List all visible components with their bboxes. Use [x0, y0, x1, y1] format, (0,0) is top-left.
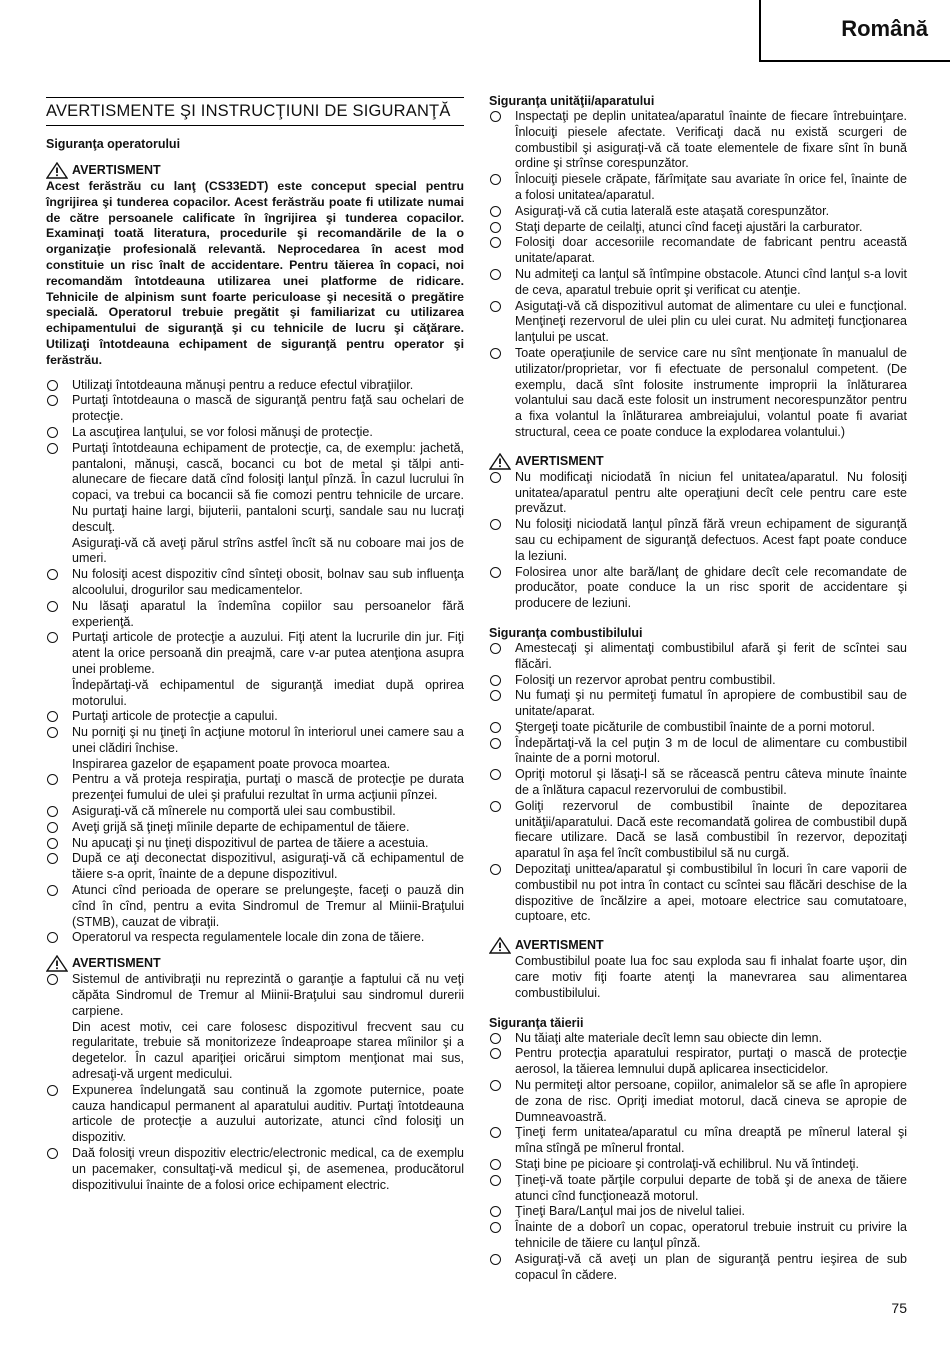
circle-bullet-icon	[47, 974, 58, 985]
list-item	[489, 1252, 907, 1284]
list-item-text: Folosiţi doar accesoriile recomandate de fabricant pentru această unitate/aparat.	[515, 235, 907, 266]
operator-safety-section	[46, 137, 464, 946]
unit-safety-list	[489, 109, 907, 441]
circle-bullet-icon	[47, 806, 58, 817]
list-item-text: Nu apucaţi şi nu ţineţi dispozitivul de partea de tăiere a acestuia.	[72, 835, 429, 850]
circle-bullet-icon	[490, 206, 501, 217]
list-item-text: Înlocuiţi piesele crăpate, fărîmiţate sau avariate în orice fel, înainte de a folosi unitatea/aparatul.	[515, 172, 907, 202]
list-item-text: Folosirea unor alte bară/lanţ de ghidare decît cele recomandate de producător, poate conduce la un risc sporit de accidentare şi producere de leziuni.	[515, 564, 907, 611]
list-item-text: Inspectaţi pe deplin unitatea/aparatul înainte de fiecare întrebuinţare. Înlocuiţi piesele afectate. Verificaţi dacă nu există scurgeri de combustibil şi asiguraţi-vă că toate elementele de fixare sînt în bună ordine şi strînse corespunzător.	[515, 109, 907, 171]
circle-bullet-icon	[47, 632, 58, 643]
circle-bullet-icon	[490, 472, 501, 483]
circle-bullet-icon	[490, 269, 501, 280]
operator-safety-heading: Siguranţa operatorului	[46, 137, 181, 151]
list-item	[489, 736, 907, 768]
list-item-text: Operatorul va respecta regulamentele locale din zona de tăiere.	[72, 930, 425, 945]
list-item	[46, 425, 464, 441]
warning-2	[46, 955, 464, 972]
list-item	[489, 799, 907, 862]
cutting-safety-heading: Siguranţa tăierii	[489, 1015, 584, 1030]
list-item	[489, 720, 907, 736]
list-item-text: Purtaţi întotdeauna echipament de protecţie, ca, de exemplu: jachetă, pantaloni, mănuşi, cască, bocanci cu bot de metal şi tălpi anti-alunecare de fiecare dată cînd folosiţi lanţul pînză. În cazul lucrului în copaci, va trebui ca bocancii să fie comozi pentru tehnicile de urcare. Nu purtaţi haine largi, bijuterii, pantaloni scurţi, sandale sau nu lucraţi desculţ.	[72, 440, 464, 534]
circle-bullet-icon	[47, 853, 58, 864]
circle-bullet-icon	[47, 727, 58, 738]
list-item-text: Goliţi rezervorul de combustibil înainte de depozitarea unităţii/aparatului. Dacă este recomandată golirea de combustibil după fiecare utilizare. Dacă se lasă combustibil în rezervor, depozitaţi aparatul în aşa fel încît combustibilul să nu curgă.	[515, 798, 907, 861]
right-column	[489, 94, 907, 1283]
list-item-text: Amestecaţi şi alimentaţi combustibilul afară şi ferit de scîntei sau flăcări.	[515, 640, 907, 671]
list-item-text: Nu modificaţi niciodată în niciun fel unitatea/aparatul. Nu folosiţi unitatea/aparatul pentru alte operaţiuni decît cele pentru care este prevăzut.	[515, 469, 907, 516]
page-title: AVERTISMENTE ŞI INSTRUCŢIUNI DE SIGURANŢĂ	[46, 97, 464, 126]
list-item-text: Purtaţi articole de protecţie a capului.	[72, 709, 278, 724]
circle-bullet-icon	[490, 769, 501, 780]
warning-1-label: AVERTISMENT	[72, 163, 161, 177]
language-tab	[759, 0, 950, 62]
list-item	[489, 235, 907, 267]
warning-4-label: AVERTISMENT	[515, 938, 604, 953]
unit-safety-section	[489, 94, 907, 441]
list-item	[489, 641, 907, 673]
left-column	[46, 94, 464, 1193]
warning-1	[46, 162, 464, 179]
circle-bullet-icon	[47, 932, 58, 943]
unit-safety-heading: Siguranţa unităţii/aparatului	[489, 94, 655, 108]
list-item-text: Nu fumaţi şi nu permiteţi fumatul în apropiere de combustibil sau de unitate/aparat.	[515, 688, 907, 719]
circle-bullet-icon	[490, 1080, 501, 1091]
warning-3-list	[489, 470, 907, 612]
list-item	[489, 220, 907, 236]
list-item-text: Ţineţi-vă toate părţile corpului departe de tobă şi de anexa de tăiere atunci cînd funcţionează motorul.	[515, 1172, 907, 1203]
list-item-text: Depozitaţi unittea/aparatul şi combustibilul în locuri în care vaporii de combustibil nu pot intra în contact cu scîntei sau flăcări deschise de la dispozitive de încălzire a apei, motoare electrice sau comutatoare, cuptoare, etc.	[515, 862, 907, 924]
circle-bullet-icon	[490, 567, 501, 578]
fuel-safety-section	[489, 626, 907, 925]
list-item	[489, 172, 907, 204]
list-item	[46, 851, 464, 883]
list-item	[46, 378, 464, 394]
circle-bullet-icon	[490, 1159, 501, 1170]
circle-bullet-icon	[490, 690, 501, 701]
circle-bullet-icon	[490, 222, 501, 233]
list-item	[489, 1173, 907, 1205]
list-item-text: Daă folosiţi vreun dispozitiv electric/electronic medical, ca de exemplu un pacemaker, consultaţi-vă medicul şi, de asemenea, producătorul dispozitivului înainte de a folosi orice echipament electric.	[72, 1146, 464, 1192]
circle-bullet-icon	[490, 864, 501, 875]
list-item-text: Ţineţi ferm unitatea/aparatul cu mîna dreaptă pe mînerul lateral şi mîna stîngă pe mînerul frontal.	[515, 1125, 907, 1156]
circle-bullet-icon	[47, 601, 58, 612]
list-item-text: Nu folosiţi niciodată lanţul pînză fără vreun echipament de siguranţă sau cu echipament de siguranţă defectuos. Acest fapt poate conduce la leziuni.	[515, 517, 907, 563]
warning-4	[489, 937, 907, 954]
fuel-safety-heading: Siguranţa combustibilului	[489, 625, 643, 640]
list-item	[46, 1146, 464, 1193]
fuel-safety-list	[489, 641, 907, 925]
circle-bullet-icon	[490, 1254, 501, 1265]
list-item	[489, 1031, 907, 1047]
circle-bullet-icon	[490, 519, 501, 530]
language-label: Română	[841, 16, 928, 41]
warning-2-label: AVERTISMENT	[72, 956, 161, 971]
list-item-text: Atunci cînd perioada de operare se prelungeşte, faceţi o pauză din cînd în cînd, pentru a evita Sindromul de Tremur al Miinii-Braţului (STMB), cauzat de vibraţii.	[72, 883, 464, 929]
circle-bullet-icon	[490, 738, 501, 749]
list-item-text: Din acest motiv, cei care folosesc dispozitivul frecvent sau cu regularitate, trebuie să monitorizeze îndeaproape starea mîinilor şi a degetelor. În cazul apariţiei oricărui simptom menţionat mai sus, adresaţi-vă urgent medicului.	[72, 1019, 464, 1082]
list-item-text: Ţineţi Bara/Lanţul mai jos de nivelul taliei.	[515, 1204, 745, 1219]
circle-bullet-icon	[490, 237, 501, 248]
circle-bullet-icon	[490, 348, 501, 359]
list-item-text: Pentru protecţia aparatului respirator, purtaţi o mască de protecţie aerosol, la tăierea lemnului după aplicarea insecticidelor.	[515, 1046, 907, 1077]
circle-bullet-icon	[47, 711, 58, 722]
circle-bullet-icon	[47, 1148, 58, 1159]
list-item	[46, 972, 464, 1083]
list-item-text: Nu permiteţi altor persoane, copiilor, animalelor să se afle în apropiere de zona de risc. Opriţi imediat motorul, dacă cineva se apropie de Dumneavoastră.	[515, 1078, 907, 1124]
list-item	[489, 346, 907, 441]
list-item	[46, 630, 464, 709]
list-item-text: Staţi departe de ceilalţi, atunci cînd faceţi ajustări la carburator.	[515, 219, 863, 234]
list-item-text: Asiguraţi-vă că cutia laterală este ataşată corespunzător.	[515, 203, 830, 218]
list-item-text: Asigutaţi-vă că dispozitivul automat de alimentare cu ulei e funcţional. Menţineţi rezervorul de ulei plin cu ulei curat. Nu admiteţi funcţionarea lanţului pe uscat.	[515, 298, 907, 345]
list-item	[46, 883, 464, 930]
list-item	[489, 267, 907, 299]
list-item-text: Staţi bine pe picioare şi controlaţi-vă echilibrul. Nu vă întindeţi.	[515, 1157, 859, 1172]
list-item	[489, 1078, 907, 1125]
list-item	[489, 767, 907, 799]
circle-bullet-icon	[490, 1048, 501, 1059]
list-item-text: La ascuţirea lanţului, se vor folosi mănuşi de protecţie.	[72, 424, 373, 439]
list-item-text: Expunerea îndelungată sau continuă la zgomote puternice, poate cauza handicapul permanent al aparatului auditiv. Purtaţi întotdeauna articole de protecţie a auzului autorizate, atunci cînd folosiţi un dispozitiv.	[72, 1082, 464, 1145]
list-item	[489, 470, 907, 517]
circle-bullet-icon	[47, 1085, 58, 1096]
circle-bullet-icon	[490, 174, 501, 185]
circle-bullet-icon	[490, 1206, 501, 1217]
list-item-text: Nu folosiţi acest dispozitiv cînd sînteţi obosit, bolnav sau sub influenţa alcoolului, drogurilor sau medicamentelor.	[72, 567, 464, 597]
operator-safety-list	[46, 378, 464, 947]
list-item	[46, 1083, 464, 1146]
list-item-text: Ştergeţi toate picăturile de combustibil înainte de a porni motorul.	[515, 719, 875, 734]
circle-bullet-icon	[490, 1175, 501, 1186]
list-item	[46, 599, 464, 631]
circle-bullet-icon	[47, 885, 58, 896]
list-item-text: Folosiţi un rezervor aprobat pentru combustibil.	[515, 672, 776, 687]
cutting-safety-list	[489, 1031, 907, 1284]
list-item-text: Sistemul de antivibraţii nu reprezintă o garanţie a faptului că nu veţi căpăta Sindromul de Tremur al Miinii-Braţului sau sindromul durerii carpiene.	[72, 972, 464, 1018]
list-item	[46, 567, 464, 599]
circle-bullet-icon	[490, 1127, 501, 1138]
circle-bullet-icon	[47, 443, 58, 454]
circle-bullet-icon	[490, 1222, 501, 1233]
list-item	[489, 1157, 907, 1173]
list-item	[46, 772, 464, 804]
list-item	[489, 688, 907, 720]
circle-bullet-icon	[47, 395, 58, 406]
list-item-text: Îndepărtaţi-vă echipamentul de siguranţă imediat după oprirea motorului.	[72, 677, 464, 708]
list-item	[46, 393, 464, 425]
list-item	[489, 517, 907, 564]
list-item	[489, 1204, 907, 1220]
list-item-text: Nu porniţi şi nu ţineţi în acţiune motorul în interiorul unei camere sau a unei clădiri închise.	[72, 725, 464, 755]
list-item-text: Asiguraţi-vă că aveţi un plan de siguranţă pentru ieşirea de sub copacul în cădere.	[515, 1251, 907, 1282]
list-item-text: Utilizaţi întotdeauna mănuşi pentru a reduce efectul vibraţiilor.	[72, 377, 414, 392]
list-item-text: Purtaţi întotdeauna o mască de siguranţă pentru faţă sau ochelari de protecţie.	[72, 393, 464, 424]
list-item-text: Îndepărtaţi-vă la cel puţin 3 m de locul de alimentare cu combustibil înainte de a porni motorul.	[515, 735, 907, 766]
list-item-text: Nu lăsaţi aparatul la îndemîna copiilor sau persoanelor fără experienţă.	[72, 598, 464, 629]
list-item-text: Pentru a vă proteja respiraţia, purtaţi o mască de protecţie pe durata prezenţei fumului de ulei şi prafului rezultat în urma acţiunii pînzei.	[72, 772, 464, 803]
warning-triangle-icon	[489, 453, 511, 470]
list-item-text: După ce aţi deconectat dispozitivul, asiguraţi-vă că echipamentul de tăiere s-a oprit, înainte de a depune dispozitivul.	[72, 851, 464, 882]
circle-bullet-icon	[490, 643, 501, 654]
list-item-text: Purtaţi articole de protecţie a auzului. Fiţi atent la lucrurile din jur. Fiţi atent la orice persoană din preajmă, care v-ar putea atenţiona asupra unei probleme.	[72, 630, 464, 676]
warning-4-text: Combustibilul poate lua foc sau exploda sau fi inhalat foarte uşor, din care motiv fiţi foarte atenţi la manevrarea sau alimentarea combustibilului.	[515, 954, 907, 1000]
list-item-text: Asiguraţi-vă că mînerele nu comportă ulei sau combustibil.	[72, 804, 396, 819]
warning-triangle-icon	[46, 162, 68, 179]
list-item	[489, 1220, 907, 1252]
list-item-text: Inspirarea gazelor de eşapament poate provoca moartea.	[72, 756, 391, 771]
list-item	[46, 836, 464, 852]
warning-2-list	[46, 972, 464, 1193]
circle-bullet-icon	[47, 380, 58, 391]
list-item-text: Nu admiteţi ca lanţul să întîmpine obstacole. Atunci cînd lanţul s-a lovit de ceva, aparatul trebuie oprit şi verificat cu atenţie.	[515, 266, 907, 297]
warning-3	[489, 453, 907, 470]
list-item-text: Opriţi motorul şi lăsaţi-l să se răcească pentru câteva minute înainte de a înlătura capacul rezervorului de combustibil.	[515, 767, 907, 798]
circle-bullet-icon	[47, 427, 58, 438]
list-item	[489, 299, 907, 346]
list-item-text: Aveţi grijă să ţineţi mîinile departe de echipamentul de tăiere.	[72, 819, 410, 834]
list-item	[46, 820, 464, 836]
cutting-safety-section	[489, 1016, 907, 1284]
warning-1-text: Acest ferăstrău cu lanţ (CS33EDT) este conceput special pentru îngrijirea şi tunderea copacilor. Acest ferăstrău poate fi utilizate numai de către persoanele calificate în îngrijirea şi tunderea copacilor. Examinaţi toată literatura, procedurile şi recomandările de la o organizaţie profesională relevantă. Neprocedarea în acest mod constituie un risc înalt de accidentare. Pentru tăierea în copaci, noi recomandăm întotdeauna utilizarea unei platforme de ridicare. Tehnicile de alpinism sunt foarte periculoase şi necesită o pregătire specială. Operatorul trebuie pregătit şi familiarizat cu utilizarea echipamentului de siguranţă şi cu tehnicile de lucru şi căţărare. Utilizaţi întotdeauna echipament de siguranţă pentru operator şi ferăstrău.	[46, 179, 464, 367]
list-item	[489, 204, 907, 220]
warning-triangle-icon	[489, 937, 511, 954]
circle-bullet-icon	[47, 774, 58, 785]
list-item	[489, 862, 907, 925]
warning-triangle-icon	[46, 955, 68, 972]
circle-bullet-icon	[490, 111, 501, 122]
circle-bullet-icon	[490, 301, 501, 312]
list-item	[46, 804, 464, 820]
list-item	[489, 673, 907, 689]
circle-bullet-icon	[47, 822, 58, 833]
list-item	[489, 1046, 907, 1078]
circle-bullet-icon	[47, 838, 58, 849]
list-item	[489, 565, 907, 612]
list-item	[46, 725, 464, 772]
page-number: 75	[891, 1300, 907, 1316]
list-item	[46, 441, 464, 567]
list-item	[489, 109, 907, 172]
circle-bullet-icon	[490, 675, 501, 686]
circle-bullet-icon	[490, 1033, 501, 1044]
list-item	[46, 930, 464, 946]
list-item-text: Toate operaţiunile de service care nu sînt menţionate în manualul de utilizator/proprietar, vor fi efectuate de personalul competent. (De exemplu, dacă sînt folosite instrumente improprii la înlăturarea volantului sau dacă este folosit un instrument necorespunzător pentru a fixa volantul la înlăturarea ambreiajului, volantul poate fi avariat structural, ceea ce poate conduce la explodarea volantului.)	[515, 345, 907, 439]
circle-bullet-icon	[490, 722, 501, 733]
circle-bullet-icon	[490, 801, 501, 812]
warning-3-label: AVERTISMENT	[515, 453, 604, 468]
list-item-text: Înainte de a doborî un copac, operatorul trebuie instruit cu privire la tehnicile de tăiere cu lanţul pînză.	[515, 1220, 907, 1250]
list-item-text: Asiguraţi-vă că aveţi părul strîns astfel încît să nu coboare mai jos de umeri.	[72, 535, 464, 566]
list-item	[46, 709, 464, 725]
list-item-text: Nu tăiaţi alte materiale decît lemn sau obiecte din lemn.	[515, 1030, 823, 1045]
circle-bullet-icon	[47, 569, 58, 580]
list-item	[489, 1125, 907, 1157]
